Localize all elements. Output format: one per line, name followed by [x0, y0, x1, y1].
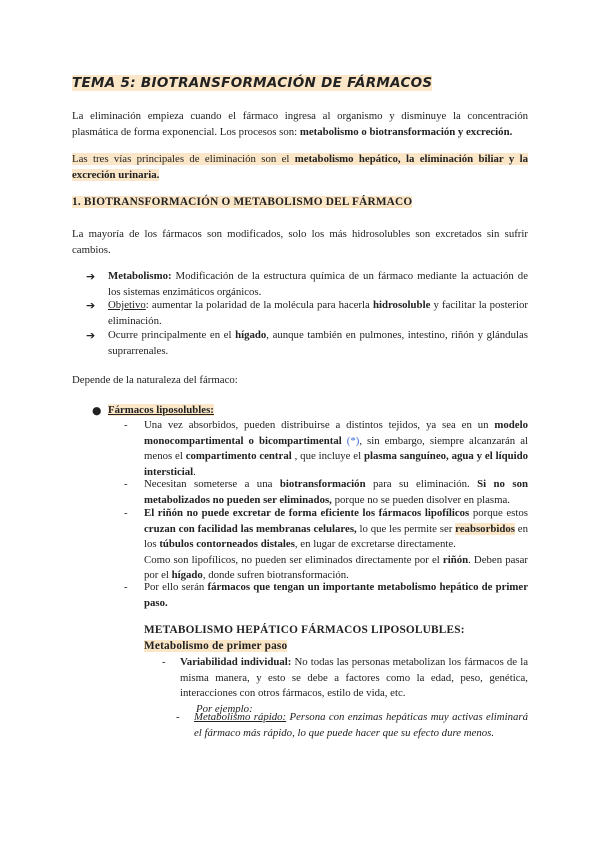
dash-icon: -	[124, 419, 128, 431]
dash-icon: -	[124, 581, 128, 593]
arrow-icon: ➔	[86, 329, 96, 342]
dash-icon: -	[176, 711, 180, 723]
list-item: - Una vez absorbidos, pueden distribuirse a distintos tejidos, ya sea en un modelo monocompartimental o bicompartimental (*), sin embargo, siempre alcanzarán al menos el compartimento central , que incluye el plasma sanguíneo, agua y el líquido intersticial.	[124, 419, 528, 478]
list-item: - Metabolismo rápido: Persona con enzimas hepáticas muy activas eliminará el fármaco más rápido, lo que puede hacer que su efecto dure menos.	[176, 711, 528, 739]
page-title: TEMA 5: BIOTRANSFORMACIÓN DE FÁRMACOS	[72, 75, 433, 91]
list-item: ● Fármacos liposolubles:	[92, 404, 214, 417]
section-heading-first-pass: METABOLISMO HEPÁTICO FÁRMACOS LIPOSOLUBLES: Metabolismo de primer paso	[144, 624, 465, 652]
dash-icon: -	[124, 478, 128, 490]
intro-paragraph: La eliminación empieza cuando el fármaco ingresa al organismo y disminuye la concentración plasmática de forma exponencial. Los procesos son: metabolismo o biotransformación y excreción.	[72, 110, 528, 138]
list-item: ➔ Objetivo: aumentar la polaridad de la molécula para hacerla hidrosoluble y facilitar la posterior eliminación.	[86, 299, 528, 327]
depends-paragraph: Depende de la naturaleza del fármaco:	[72, 374, 238, 386]
list-item: - El riñón no puede excretar de forma eficiente los fármacos lipofílicos porque estos cruzan con facilidad las membranas celulares, lo que les permite ser reabsorbidos en los túbulos contorneados distales, en lugar de excretarse directamente. Como son lipofílicos, no pueden ser eliminados directamente por el riñón. Deben pasar por el hígado, donde sufren biotransformación.	[124, 507, 528, 581]
list-item: - Variabilidad individual: No todas las personas metabolizan los fármacos de la misma manera, y esto se debe a factores como la edad, peso, genética, interacciones con otros fármacos, estilo de vida, etc. Por ejemplo:	[162, 656, 528, 715]
list-item: ➔ Ocurre principalmente en el hígado, aunque también en pulmones, intestino, riñón y glándulas suprarrenales.	[86, 329, 528, 357]
dash-icon: -	[124, 507, 128, 519]
footnote-link[interactable]: (*)	[346, 434, 360, 447]
list-item: - Por ello serán fármacos que tengan un importante metabolismo hepático de primer paso.	[124, 581, 528, 609]
dash-icon: -	[162, 656, 166, 668]
section-heading-biotransformation: 1. BIOTRANSFORMACIÓN O METABOLISMO DEL FÁRMACO	[72, 196, 413, 208]
arrow-icon: ➔	[86, 299, 96, 312]
list-item: ➔ Metabolismo: Modificación de la estructura química de un fármaco mediante la actuación de los sistemas enzimáticos orgánicos.	[86, 270, 528, 298]
bullet-icon: ●	[92, 404, 102, 417]
majority-paragraph: La mayoría de los fármacos son modificados, solo los más hidrosolubles son excretados sin sufrir cambios.	[72, 228, 528, 256]
routes-paragraph: Las tres vías principales de eliminación son el metabolismo hepático, la eliminación biliar y la excreción urinaria.	[72, 153, 528, 181]
list-item: - Necesitan someterse a una biotransformación para su eliminación. Si no son metabolizados no pueden ser eliminados, porque no se pueden disolver en plasma.	[124, 478, 528, 506]
arrow-icon: ➔	[86, 270, 96, 283]
